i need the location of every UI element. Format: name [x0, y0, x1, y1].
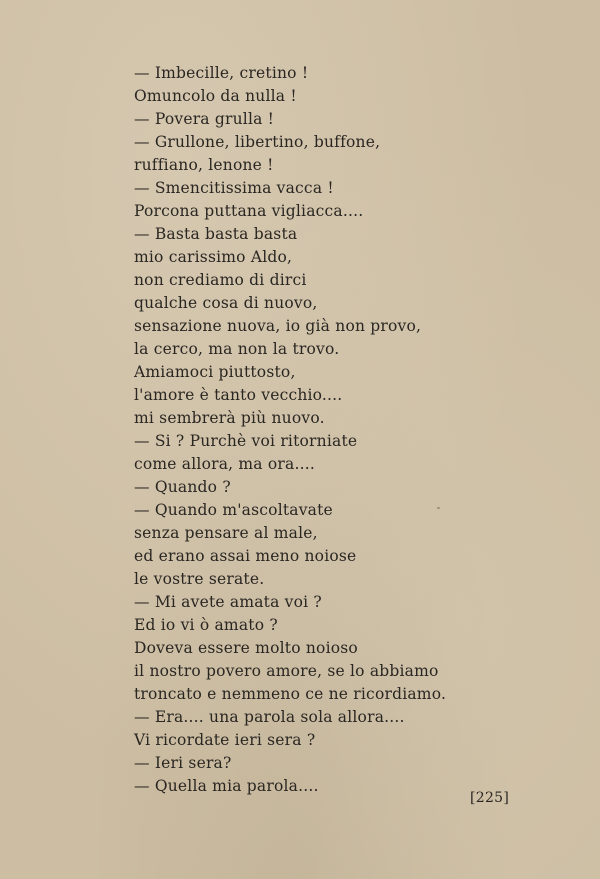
- poem-line: troncato e nemmeno ce ne ricordiamo.: [134, 685, 447, 703]
- poem-text: [134, 62, 446, 798]
- poem-line: — Era.... una parola sola allora....: [134, 708, 405, 726]
- poem-line: — Grullone, libertino, buffone,: [134, 133, 381, 151]
- poem-line: mio carissimo Aldo,: [134, 248, 293, 266]
- poem-line: Vi ricordate ieri sera ?: [134, 731, 316, 749]
- poem-line: Omuncolo da nulla !: [134, 87, 297, 105]
- poem-line: — Imbecille, cretino !: [134, 64, 309, 82]
- poem-line: la cerco, ma non la trovo.: [134, 340, 340, 358]
- poem-line: Porcona puttana vigliacca....: [134, 202, 364, 220]
- poem-line: — Povera grulla !: [134, 110, 275, 128]
- poem-line: — Basta basta basta: [134, 225, 298, 243]
- poem-line: le vostre serate.: [134, 570, 265, 588]
- poem-line: ruffiano, lenone !: [134, 156, 274, 174]
- poem-line: — Mi avete amata voi ?: [134, 593, 322, 611]
- poem-line: — Smencitissima vacca !: [134, 179, 334, 197]
- poem-line: Doveva essere molto noioso: [134, 639, 358, 657]
- poem-line: l'amore è tanto vecchio....: [134, 386, 343, 404]
- poem-line: il nostro povero amore, se lo abbiamo: [134, 662, 439, 680]
- poem-line: senza pensare al male,: [134, 524, 318, 542]
- poem-line: Ed io vi ò amato ?: [134, 616, 278, 634]
- poem-line: — Si ? Purchè voi ritorniate: [134, 432, 358, 450]
- poem-line: — Quando m'ascoltavate: [134, 501, 333, 519]
- poem-line: Amiamoci piuttosto,: [134, 363, 296, 381]
- poem-line: ed erano assai meno noiose: [134, 547, 357, 565]
- poem-line: non crediamo di dirci: [134, 271, 307, 289]
- poem-line: come allora, ma ora....: [134, 455, 315, 473]
- paper-speck: [437, 507, 440, 509]
- poem-line: — Ieri sera?: [134, 754, 232, 772]
- poem-line: sensazione nuova, io già non provo,: [134, 317, 422, 335]
- poem-line: mi sembrerà più nuovo.: [134, 409, 325, 427]
- poem-line: — Quando ?: [134, 478, 231, 496]
- poem-line: qualche cosa di nuovo,: [134, 294, 318, 312]
- page-number: [225]: [470, 790, 510, 806]
- poem-line: — Quella mia parola....: [134, 777, 319, 795]
